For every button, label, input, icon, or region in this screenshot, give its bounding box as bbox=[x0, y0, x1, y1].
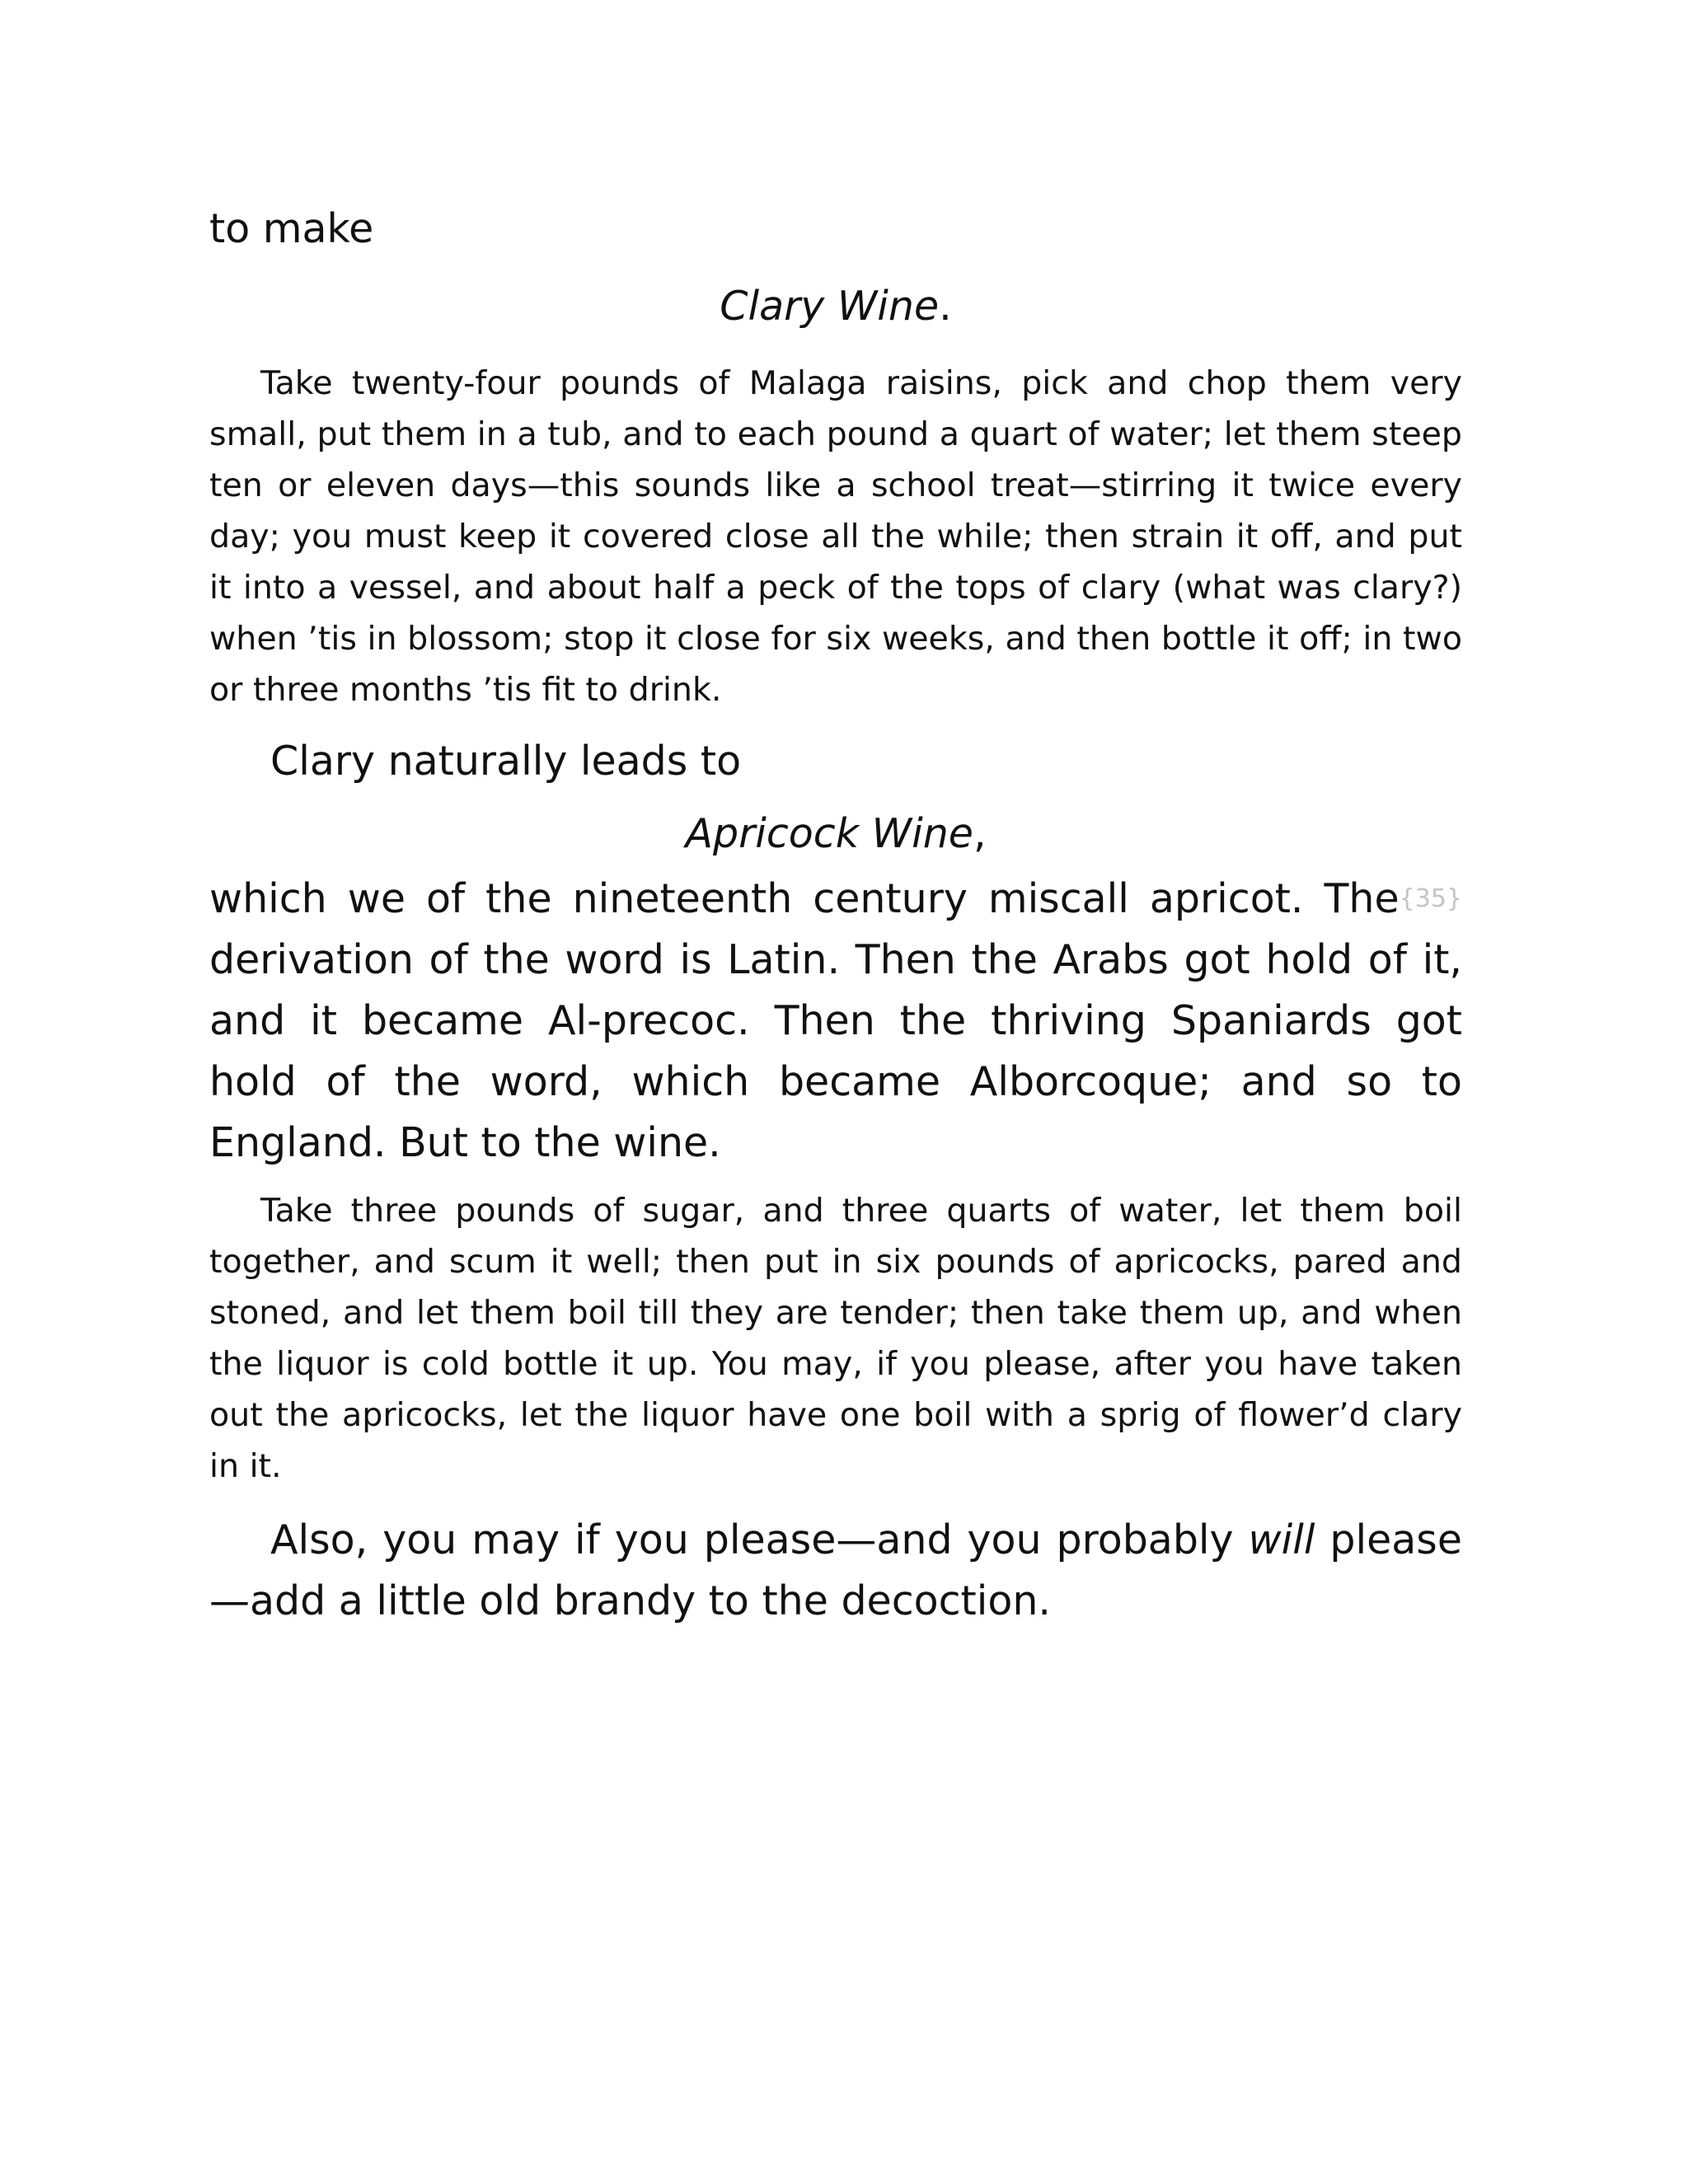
page-number: {35} bbox=[1399, 884, 1462, 913]
clary-wine-title bbox=[209, 272, 1462, 341]
clary-wine-title-text: Clary Wine bbox=[720, 283, 940, 330]
page-content bbox=[209, 194, 1462, 1632]
apricock-wine-title bbox=[209, 799, 1462, 869]
closing-paragraph bbox=[209, 1510, 1462, 1632]
clary-wine-title-punct: . bbox=[939, 283, 952, 330]
clary-wine-recipe: Take twenty-four pounds of Malaga raisins, pick and chop them very small, put them in a tub, and to each pound a quart of water; let them steep ten or eleven days—this sounds like a school treat—stirring it twice every day; you must keep it covered close all the while; then strain it off, and put it into a vessel, and about half a peck of the tops of clary (what was clary?) when ’tis in blossom; stop it close for six weeks, and then bottle it off; in two or three months ’tis fit to drink. bbox=[209, 364, 1462, 709]
apricock-wine-title-punct: , bbox=[973, 810, 987, 857]
clary-lead: to make bbox=[209, 205, 374, 252]
apricot-etymology-paragraph bbox=[209, 869, 1462, 1174]
apricock-lead: Clary naturally leads to bbox=[270, 738, 742, 785]
closing-text-after: please—add a little old brandy to the decoction. bbox=[209, 1516, 1462, 1624]
closing-text-before: Also, you may if you please—and you probably bbox=[270, 1516, 1249, 1563]
apricock-wine-title-text: Apricock Wine bbox=[685, 810, 973, 857]
apricot-etymology-text: which we of the nineteenth century miscall apricot. The derivation of the word is Latin. Then the Arabs got hold of it, and it became Al-precoc. Then the thriving Spaniards got hold of the word, which became Alborcoque; and so to England. But to the wine. bbox=[209, 875, 1462, 1166]
apricock-wine-recipe: Take three pounds of sugar, and three quarts of water, let them boil together, and scum it well; then put in six pounds of apricocks, pared and stoned, and let them boil till they are tender; then take them up, and when the liquor is cold bottle it up. You may, if you please, after you have taken out the apricocks, let the liquor have one boil with a sprig of flower’d clary in it. bbox=[209, 1192, 1462, 1485]
closing-emphasis: will bbox=[1248, 1516, 1315, 1563]
